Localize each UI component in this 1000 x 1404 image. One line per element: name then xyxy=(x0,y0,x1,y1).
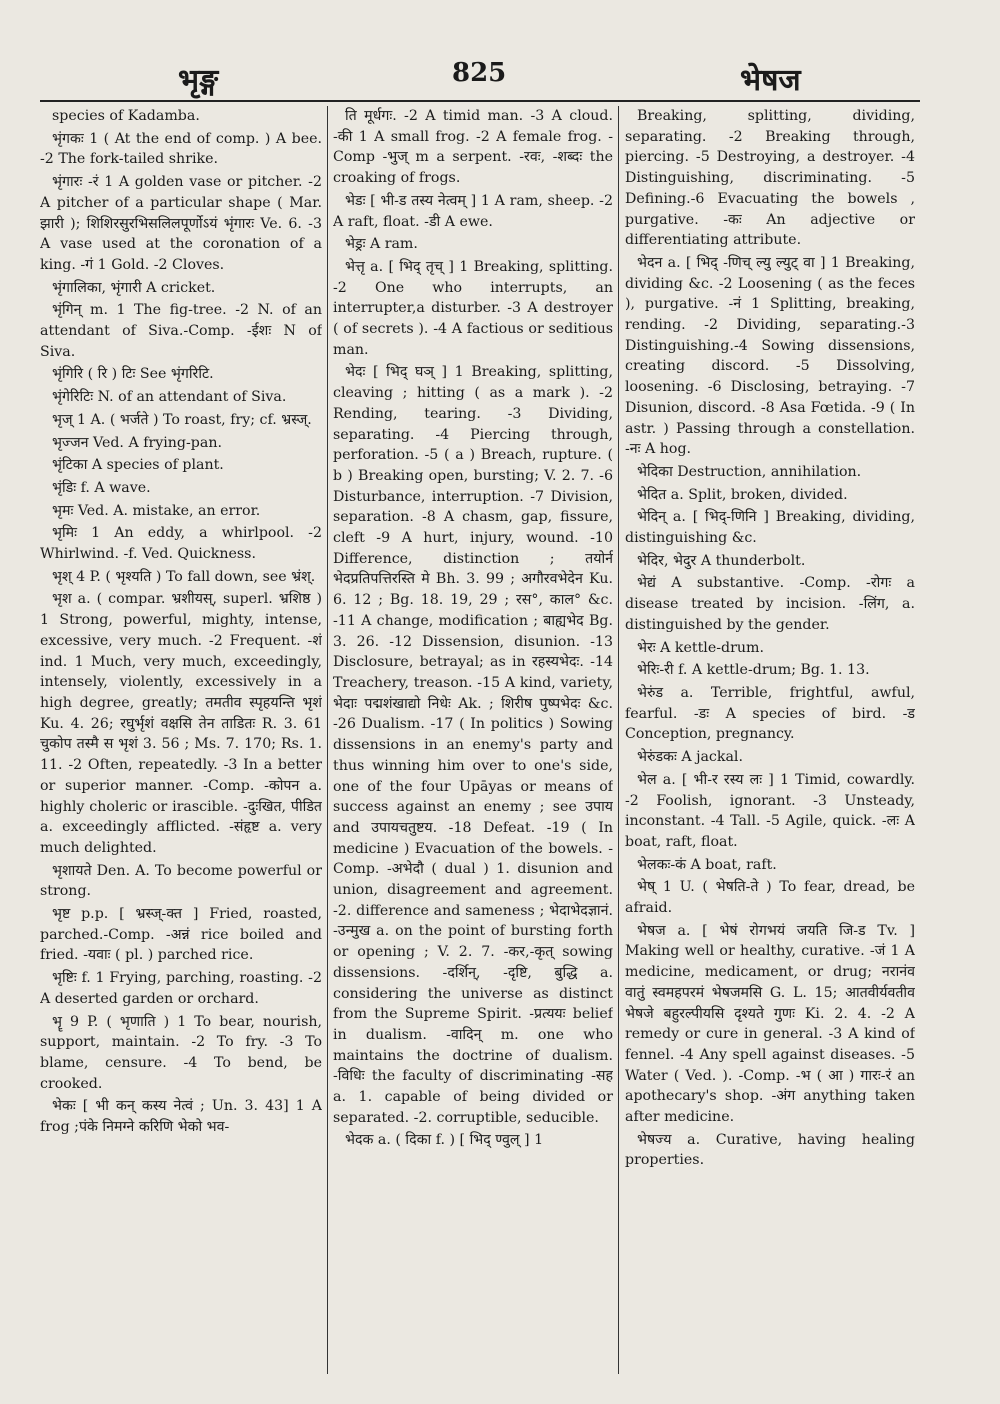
entry: भेषज a. [ भेषं रोगभयं जयति जि-ड Tv. ] Making well or healthy, curative. -जं 1 A medicine, medicament, or drug; नरानंव वातुं स्वमहपरमं भेषजमसि G. L. 15; आतवीर्यवतीव भेषजे बहुरल्पीयसि दृश्यते गुणः Ki. 2. 4. -2 A remedy or cure in general. -3 A kind of fennel. -4 Any spell against diseases. -5 Water ( Ved. ). -Comp. -भ ( आ ) गारः-रं an apothecary's shop. -अंग anything taken after medicine. xyxy=(625,922,915,1126)
entry: भृंगालिका, भृंगारी A cricket. xyxy=(52,279,216,296)
column-1 xyxy=(40,106,322,1374)
column-divider xyxy=(618,106,619,1374)
entry: भृंटिका A species of plant. xyxy=(52,457,224,474)
entry: भृशायते Den. A. To become powerful or strong. xyxy=(40,862,322,900)
column-3 xyxy=(625,106,915,1374)
header-right-guideword: भेषज xyxy=(740,63,801,98)
entry: species of Kadamba. xyxy=(52,108,200,124)
entry: भृश a. ( compar. भ्रशीयस्, superl. भ्रशिष्ठ ) 1 Strong, powerful, mighty, intense, excessive, very much. -2 Frequent. -शं ind. 1 Much, very much, exceedingly, intensely, violently, excessively in a high degree, greatly; तमतीव स्पृहयन्ति भृशं Ku. 4. 26; रघुर्भृशं वक्षसि तेन ताडितः R. 3. 61 चुकोप तस्मै स भृशं 3. 56 ; Ms. 7. 170; Rs. 1. 11. -2 Often, repeatedly. -3 In a better or superior manner. -Comp. -कोपन a. highly choleric or irascible. -दुःखित, पीडित a. exceedingly afflicted. -संहृष्ट a. very much delighted. xyxy=(40,591,322,856)
header-left-guideword: भृङ्ग xyxy=(178,63,219,98)
entry: भृंगकः 1 ( At the end of comp. ) A bee. -2 The fork-tailed shrike. xyxy=(40,130,322,168)
entry: भेषज्य a. Curative, having healing properties. xyxy=(625,1131,915,1169)
entry: भेरुंड a. Terrible, frightful, awful, fearful. -डः A species of bird. -ड Conception, pregnancy. xyxy=(625,684,915,743)
entry: भेदिन् a. [ भिद्-णिनि ] Breaking, dividing, distinguishing &c. xyxy=(625,509,915,547)
entry: भेदक a. ( दिका f. ) [ भिद् ण्वुल् ] 1 xyxy=(345,1132,544,1149)
entry: भेत्तृ a. [ भिद् तृच् ] 1 Breaking, splitting. -2 One who interrupts, an interrupter,a disturber. -3 A destroyer ( of secrets ). -4 A factious or seditious man. xyxy=(333,258,613,358)
entry: भृष्टिः f. 1 Frying, parching, roasting. -2 A deserted garden or orchard. xyxy=(40,970,322,1007)
entry: ति मूर्धगः. -2 A timid man. -3 A cloud. -की 1 A small frog. -2 A female frog. -Comp -भुज् m a serpent. -रवः, -शब्दः the croaking of frogs. xyxy=(333,108,613,187)
entry: भेकः [ भी कन् कस्य नेत्वं ; Un. 3. 43] 1 A frog ;पंके निमग्ने करिणि भेको भव- xyxy=(40,1098,322,1136)
entry: भृष्ट p.p. [ भ्रस्ज्-क्त ] Fried, roasted, parched.-Comp. -अन्नं rice boiled and fried. -यवाः ( pl. ) parched rice. xyxy=(40,906,322,964)
column-divider xyxy=(327,106,328,1374)
entry: भेरिः-री f. A kettle-drum; Bg. 1. 13. xyxy=(637,662,870,679)
entry: भॄ 9 P. ( भृणाति ) 1 To bear, nourish, support, maintain. -2 To fry. -3 To blame, censure. -4 To bend, be crooked. xyxy=(40,1013,322,1092)
entry: Breaking, splitting, dividing, separating. -2 Breaking through, piercing. -5 Destroying, a destroyer. -4 Distinguishing, discriminating. -5 Defining.-6 Evacuating the bowels , purgative. -कः An adjective or differentiating attribute. xyxy=(625,108,915,249)
entry: भेलकः-कं A boat, raft. xyxy=(637,856,777,873)
entry: भेरः A kettle-drum. xyxy=(637,639,764,656)
entry: भृमिः 1 An eddy, a whirlpool. -2 Whirlwind. -f. Ved. Quickness. xyxy=(40,525,322,563)
entry: भेष् 1 U. ( भेषति-ते ) To fear, dread, be afraid. xyxy=(625,879,915,917)
entry: भेदिका Destruction, annihilation. xyxy=(637,463,862,480)
entry: भेड्रः A ram. xyxy=(345,236,418,253)
entry: भृंगिन् m. 1 The fig-tree. -2 N. of an attendant of Siva.-Comp. -ईशः N of Siva. xyxy=(40,302,322,360)
column-2 xyxy=(333,106,613,1374)
entry: भृंगेरिटिः N. of an attendant of Siva. xyxy=(52,389,287,406)
entry: भेदित a. Split, broken, divided. xyxy=(637,486,848,503)
entry: भृमः Ved. A. mistake, an error. xyxy=(52,502,261,519)
entry: भृंगारः -रं 1 A golden vase or pitcher. -2 A pitcher of a particular shape ( Mar. झारी ); शिशिरसुरभिसलिलपूर्णोऽयं भृंगारः Ve. 6. -3 A vase used at the coronation of a king. -गं 1 Gold. -2 Cloves. xyxy=(40,174,322,273)
entry: भेदः [ भिद् घञ् ] 1 Breaking, splitting, cleaving ; hitting ( as a mark ). -2 Rending, tearing. -3 Dividing, separating. -4 Piercing through, perforation. -5 ( a ) Breach, rupture. ( b ) Breaking open, bursting; V. 2. 7. -6 Disturbance, interruption. -7 Division, separation. -8 A chasm, gap, fissure, cleft -9 A hurt, injury, wound. -10 Difference, distinction ; तयोर्न भेदप्रतिपत्तिरस्ति मे Bh. 3. 99 ; अगौरवभेदेन Ku. 6. 12 ; Bg. 18. 19, 29 ; रस°, काल° &c. -11 A change, modification ; बाह्यभेद Bg. 3. 26. -12 Dissension, disunion. -13 Disclosure, betrayal; as in रहस्यभेदः. -14 Treachery, treason. -15 A kind, variety, भेदाः पद्मशंखाद्यो निधेः Ak. ; शिरीष पुष्पभेदः &c. -26 Dualism. -17 ( In politics ) Sowing dissensions in an enemy's party and thus winning him over to one's side, one of the four Upāyas or means of success against an enemy ; see उपाय and उपायचतुष्टय. -18 Defeat. -19 ( In medicine ) Evacuation of the bowels. -Comp. -अभेदौ ( dual ) 1. disunion and union, disagreement and agreement. -2. difference and sameness ; भेदाभेदज्ञानं. -उन्मुख a. on the point of bursting forth or opening ; V. 2. 7. -कर,-कृत् sowing dissensions. -दर्शिन्, -दृष्टि, बुद्धि a. considering the universe as distinct from the Supreme Spirit. -प्रत्ययः belief in dualism. -वादिन् m. one who maintains the doctrine of dualism. -विधिः the faculty of discriminating -सह a. 1. capable of being divided or separated. -2. corruptible, seducible. xyxy=(333,364,613,1126)
entry: भेदिर, भेदुर A thunderbolt. xyxy=(637,552,806,569)
entry: भेडः [ भी-ड तस्य नेत्वम् ] 1 A ram, sheep. -2 A raft, float. -डी A ewe. xyxy=(333,192,613,230)
entry: भेद्यं A substantive. -Comp. -रोगः a disease treated by incision. -लिंग, a. distinguished by the gender. xyxy=(625,575,915,633)
entry: भृज्जन Ved. A frying-pan. xyxy=(52,434,222,451)
entry: भेल a. [ भी-र रस्य लः ] 1 Timid, cowardly. -2 Foolish, ignorant. -3 Unsteady, inconstant. -4 Tall. -5 Agile, quick. -लः A boat, raft, float. xyxy=(625,771,915,850)
entry: भृश् 4 P. ( भृश्यति ) To fall down, see भ्रंश्. xyxy=(52,568,316,585)
entry: भृंगिरि ( रि ) टिः See भृंगरिटि. xyxy=(52,366,214,383)
header-rule xyxy=(40,100,920,102)
page-number: 825 xyxy=(452,58,507,88)
entry: भेदन a. [ भिद् -णिच् ल्यु ल्युट् वा ] 1 Breaking, dividing &c. -2 Loosening ( as the feces ), purgative. -नं 1 Splitting, breaking, rending. -2 Dividing, separating.-3 Distinguishing.-4 Sowing dissensions, creating discord. -5 Dissolving, loosening. -6 Disclosing, betraying. -7 Disunion, discord. -8 Asa Fœtida. -9 ( In astr. ) Passing through a constellation. -नः A hog. xyxy=(625,254,915,458)
entry: भृंडिः f. A wave. xyxy=(52,479,151,496)
entry: भेरुंडकः A jackal. xyxy=(637,749,743,766)
entry: भृज् 1 A. ( भर्जते ) To roast, fry; cf. भ्रस्ज्. xyxy=(52,411,312,428)
